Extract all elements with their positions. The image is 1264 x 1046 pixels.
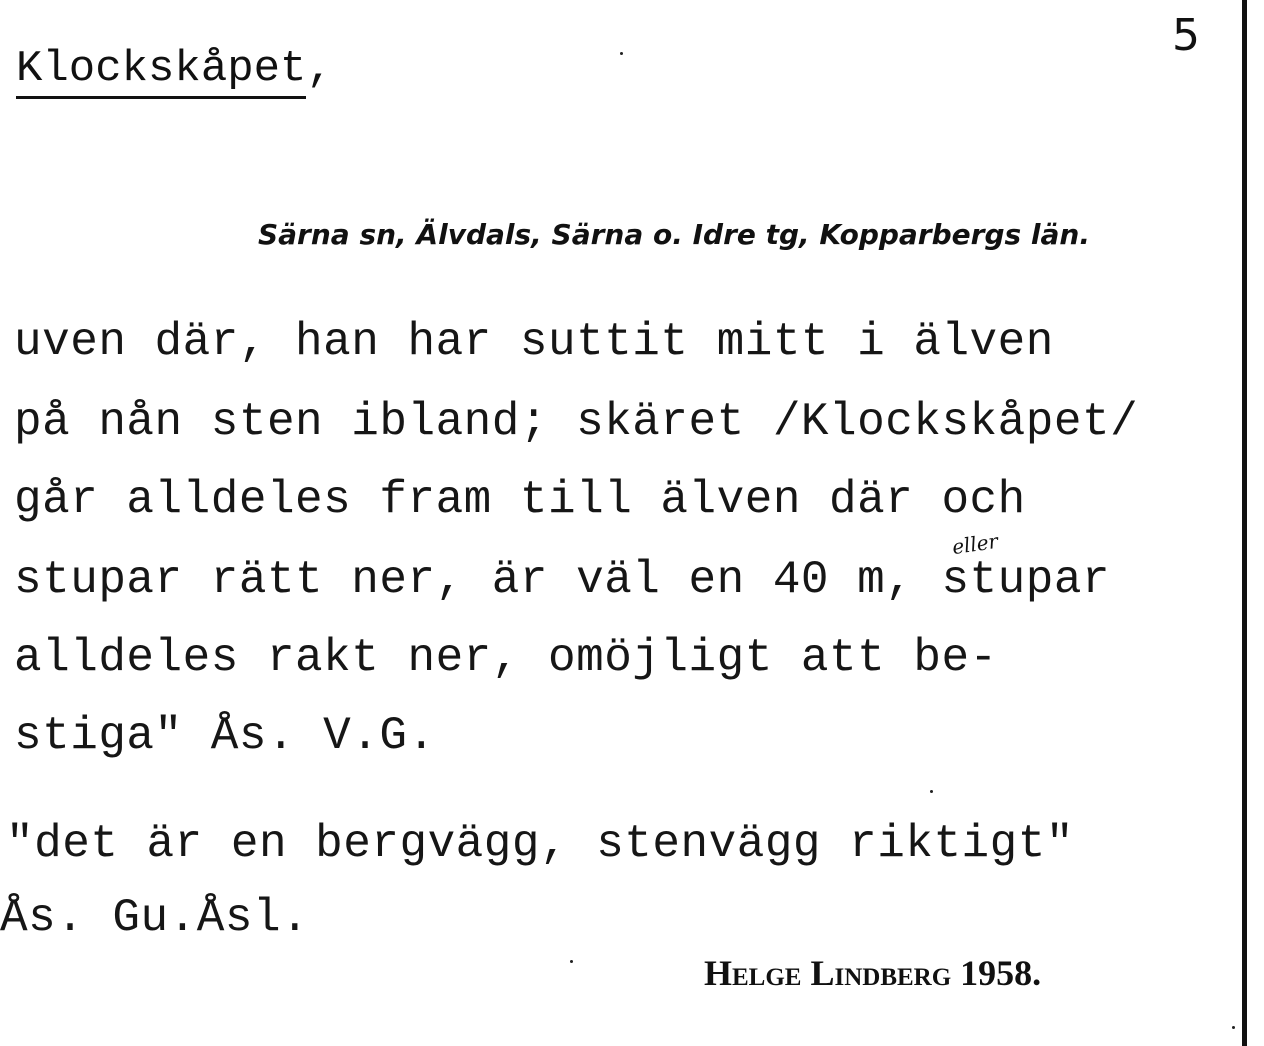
body-line-1: uven där, han har suttit mitt i älven bbox=[14, 316, 1054, 368]
heading-title: Klockskåpet bbox=[16, 44, 306, 99]
body-line-4: stupar rätt ner, är väl en 40 m, stupar bbox=[14, 554, 1111, 606]
scan-speck bbox=[1232, 1026, 1235, 1029]
quote-line-1: "det är en bergvägg, stenvägg riktigt" bbox=[6, 818, 1074, 870]
scan-speck bbox=[620, 52, 623, 55]
page-number: 5 bbox=[1172, 10, 1200, 61]
heading-punctuation: , bbox=[306, 44, 333, 94]
collector-signature: Helge Lindberg 1958. bbox=[704, 953, 1042, 993]
body-line-5: alldeles rakt ner, omöjligt att be- bbox=[14, 632, 998, 684]
card-edge-line bbox=[1242, 0, 1247, 1046]
body-line-6: stiga" Ås. V.G. bbox=[14, 710, 436, 762]
locality-line: Särna sn, Älvdals, Särna o. Idre tg, Kopparbergs län. bbox=[258, 218, 1090, 251]
body-line-2: på nån sten ibland; skäret /Klockskåpet/ bbox=[14, 396, 1139, 448]
body-line-3: går alldeles fram till älven där och bbox=[14, 474, 1026, 526]
card-heading bbox=[16, 44, 333, 94]
scan-speck bbox=[570, 960, 573, 963]
quote-line-2: Ås. Gu.Åsl. bbox=[0, 892, 310, 944]
scan-speck bbox=[930, 790, 933, 793]
handwritten-insert: eller bbox=[950, 528, 1000, 560]
